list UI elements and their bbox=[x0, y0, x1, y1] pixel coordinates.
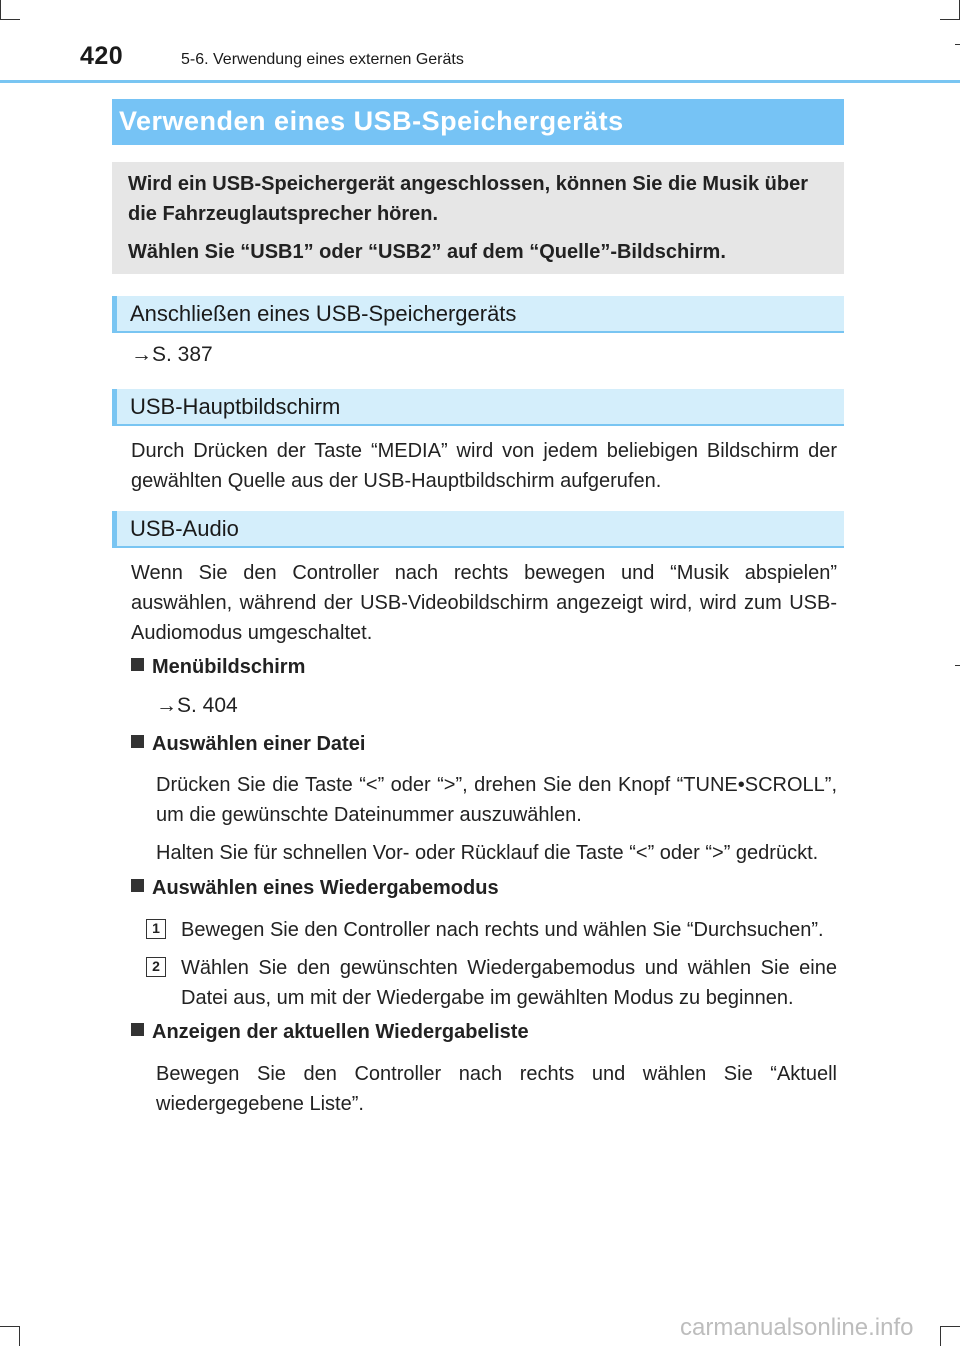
crop-mark bbox=[19, 1326, 20, 1346]
chapter-title: 5-6. Verwendung eines externen Geräts bbox=[181, 51, 464, 68]
subsection-heading bbox=[131, 733, 365, 756]
section-body: Wenn Sie den Controller nach rechts bewegen und “Musik abspielen” auswählen, während der USB-Videobildschirm angezeigt wird, wird zum USB-Audiomodus umgeschaltet. bbox=[131, 562, 837, 644]
crop-mark bbox=[0, 0, 1, 20]
section-body: Durch Drücken der Taste “MEDIA” wird von jedem beliebigen Bildschirm der gewählten Quelle aus der USB-Hauptbildschirm aufgerufen. bbox=[131, 440, 837, 492]
page-number: 420 bbox=[80, 42, 124, 70]
crop-mark bbox=[940, 1326, 960, 1327]
square-bullet-icon bbox=[131, 1023, 144, 1036]
section-heading: USB-Audio bbox=[130, 516, 239, 541]
watermark: carmanualsonline.info bbox=[680, 1314, 914, 1341]
subsection-heading-label: Auswählen einer Datei bbox=[152, 733, 366, 755]
square-bullet-icon bbox=[131, 735, 144, 748]
square-bullet-icon bbox=[131, 658, 144, 671]
intro-paragraph: Wird ein USB-Speichergerät angeschlossen, können Sie die Musik über die Fahrzeuglautsprecher hören. bbox=[128, 173, 808, 225]
crop-mark bbox=[955, 665, 960, 666]
square-bullet-icon bbox=[131, 879, 144, 892]
crop-mark bbox=[940, 1326, 941, 1346]
subsection-body: Bewegen Sie den Controller nach rechts und wählen Sie “Aktuell wiedergegebene Liste”. bbox=[156, 1063, 837, 1115]
subsection-body: Halten Sie für schnellen Vor- oder Rücklauf die Taste “<” oder “>” gedrückt. bbox=[156, 842, 819, 864]
crop-mark bbox=[0, 1326, 20, 1327]
section-heading: Anschließen eines USB-Speichergeräts bbox=[130, 301, 517, 326]
subsection-heading-label: Auswählen eines Wiedergabemodus bbox=[152, 877, 499, 899]
subsection-heading bbox=[131, 656, 305, 679]
page-reference: →S. 387 bbox=[131, 343, 213, 366]
step-text: Wählen Sie den gewünschten Wiedergabemodus und wählen Sie eine Datei aus, um mit der Wiedergabe im gewählten Modus zu beginnen. bbox=[181, 957, 837, 1009]
step-number: 2 bbox=[146, 957, 166, 977]
subsection-heading-label: Anzeigen der aktuellen Wiedergabeliste bbox=[152, 1021, 529, 1043]
page-title: Verwenden eines USB-Speichergeräts bbox=[119, 106, 624, 136]
crop-mark bbox=[0, 19, 20, 20]
header-rule bbox=[0, 80, 960, 83]
subsection-heading bbox=[131, 1021, 529, 1044]
crop-mark bbox=[940, 19, 960, 20]
section-heading: USB-Hauptbildschirm bbox=[130, 394, 341, 419]
subsection-body: Drücken Sie die Taste “<” oder “>”, drehen Sie den Knopf “TUNE•SCROLL”, um die gewünschte Dateinummer auszuwählen. bbox=[156, 774, 837, 826]
step-text: Bewegen Sie den Controller nach rechts und wählen Sie “Durchsuchen”. bbox=[181, 919, 824, 941]
step-number: 1 bbox=[146, 919, 166, 939]
crop-mark bbox=[955, 44, 960, 45]
intro-instruction: Wählen Sie “USB1” oder “USB2” auf dem “Quelle”-Bildschirm. bbox=[128, 241, 726, 263]
page-reference: →S. 404 bbox=[156, 694, 238, 717]
subsection-heading bbox=[131, 877, 499, 900]
subsection-heading-label: Menübildschirm bbox=[152, 656, 306, 678]
